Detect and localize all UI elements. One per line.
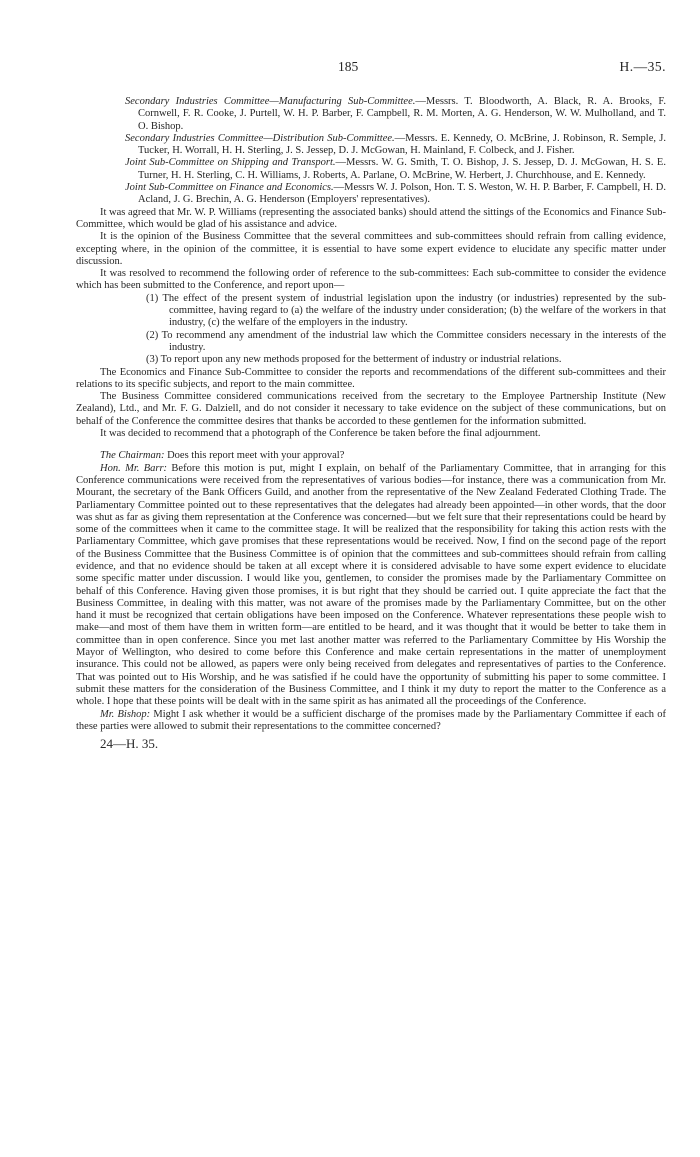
committee-list [76, 96, 666, 207]
page-number: 185 [338, 59, 359, 74]
paragraph: It was decided to recommend that a photograph of the Conference be taken before the final adjournment. [100, 428, 541, 440]
paragraph: The Economics and Finance Sub-Committee to consider the reports and recommendations of the different sub-committees and their relations to its specific subjects, and report to the main committee. [76, 366, 666, 390]
speech: The Chairman: Does this report meet with your approval? [100, 450, 345, 462]
speaker: Hon. Mr. Barr: [100, 462, 168, 474]
order-of-reference-list [76, 293, 666, 367]
committee-entry: Joint Sub-Committee on Shipping and Transport.—Messrs. W. G. Smith, T. O. Bishop, J. S. Jessep, D. J. McGowan, H. S. E. Turner, H. H. Sterling, C. H. Williams, J. Roberts, A. Parlane, O. McBrine, W. Herbert, J. Churchhouse, and E. Kennedy. [125, 157, 666, 181]
debate-transcript [76, 450, 666, 733]
list-item: (3) To report upon any new methods proposed for the betterment of industry or industrial relations. [146, 354, 562, 366]
speech: Mr. Bishop: Might I ask whether it would be a sufficient discharge of the promises made by the Parliamentary Committee if each of these parties were allowed to submit their representations to the committee concerned? [76, 708, 667, 732]
printer-signature: 24—H. 35. [100, 736, 159, 752]
speaker: The Chairman: [100, 450, 165, 462]
committee-entry: Joint Sub-Committee on Finance and Economics.—Messrs W. J. Polson, Hon. T. S. Weston, W. H. P. Barber, F. Campbell, H. D. Acland, J. G. Brechin, A. G. Henderson (Employers' representatives). [125, 182, 666, 206]
paragraph: It was agreed that Mr. W. P. Williams (representing the associated banks) should attend the sittings of the Economics and Finance Sub-Committee, which would be glad of his assistance and advice. [76, 206, 666, 230]
speaker: Mr. Bishop: [100, 708, 151, 720]
resolutions [76, 207, 666, 441]
committee-entry: Secondary Industries Committee—Distribution Sub-Committee.—Messrs. E. Kennedy, O. McBrine, J. Robinson, R. Semple, J. Tucker, H. Worrall, H. H. Sterling, J. S. Jessep, D. J. McGowan, H. Mainland, F. Colbeck, and J. Fisher. [125, 132, 666, 157]
paragraph: It was resolved to recommend the following order of reference to the sub-committees: Each sub-committee to consider the evidence which has been submitted to the Conference, and report upon— [76, 268, 666, 292]
paragraph: The Business Committee considered communications received from the secretary to the Employee Partnership Institute (New Zealand), Ltd., and Mr. F. G. Dalziell, and do not consider it necessary to take evidence on the subject of these communications, but on behalf of the Conference the committee desires that thanks be accorded to these gentlemen for the information submitted. [76, 391, 666, 427]
list-item: (2) To recommend any amendment of the industrial law which the Committee considers necessary in the interests of the industry. [146, 329, 666, 353]
speech: Hon. Mr. Barr: Before this motion is put, might I explain, on behalf of the Parliamentary Committee, that in arranging for this Conference communications were received from the representatives of various bodies—for instance, there was a communication from Mr. Mourant, the secretary of the Bank Officers Guild, and another from the representative of the New Zealand Federated Clothing Trade. The Parliamentary Committee pointed out to these representatives that the delegates had already been appointed—in other words, that the door was shut as far as giving them representation at the Conference was concerned—but we felt sure that their representations could be heard by some of the committees when it came to the committee stage. It will be realized that the responsibility for taking this action rests with the Parliamentary Committee, which gave promises that these representations would be received. Now, I find on the second page of the report of the Business Committee that the Business Committee is of opinion that the committees and sub-committees should refrain from calling evidence, and that no evidence should be taken at all except where it is considered advisable to have some expert evidence to elucidate some specific matter under discussion. I would like you, gentlemen, to consider the promises made by the Parliamentary Committee on behalf of this Conference. Having given those promises, it is but right that they should be carried out. I quite appreciate the fact that the Business Committee, in dealing with this matter, was not aware of the promises made by the Parliamentary Committee, but on the other hand it must be recognized that certain obligations have been imposed on the Conference. Whatever representations these people wish to make—and most of them have them in written form—are entitled to be heard, and it was thought that it would be better to take them in committee than in open conference. Since you met last another matter was referred to the Parliamentary Committee by His Worship the Mayor of Wellington, who desired to come before this Conference and make certain representations in the matter of unemployment insurance. This could not be allowed, as papers were only being received from delegates and representatives of parties to the Conference. That was pointed out to His Worship, and he was satisfied if he could have the opportunity of submitting his paper to some committee. I submit these matters for the consideration of the Business Committee, and I think it my duty to report the matter to the Conference as a whole. I hope that these points will be dealt with in the same spirit as has animated all the proceedings of the Conference. [76, 462, 666, 708]
document-reference: H.—35. [619, 59, 666, 74]
paragraph: It is the opinion of the Business Committee that the several committees and sub-committees should refrain from calling evidence, excepting where, in the opinion of the committee, it is essential to have some expert evidence to elucidate any specific matter under discussion. [76, 231, 666, 267]
list-item: (1) The effect of the present system of industrial legislation upon the industry (or industries) represented by the sub-committee, having regard to (a) the welfare of the industry under consideration; (b) the welfare of the workers in that industry, (c) the welfare of the employers in the industry. [146, 292, 666, 329]
committee-entry: Secondary Industries Committee—Manufacturing Sub-Committee.—Messrs. T. Bloodworth, A. Black, R. A. Brooks, F. Cornwell, F. R. Cooke, J. Purtell, W. H. P. Barber, F. Campbell, R. M. Morten, A. G. Henderson, W. W. Mulholland, and T. O. Bishop. [125, 96, 666, 132]
